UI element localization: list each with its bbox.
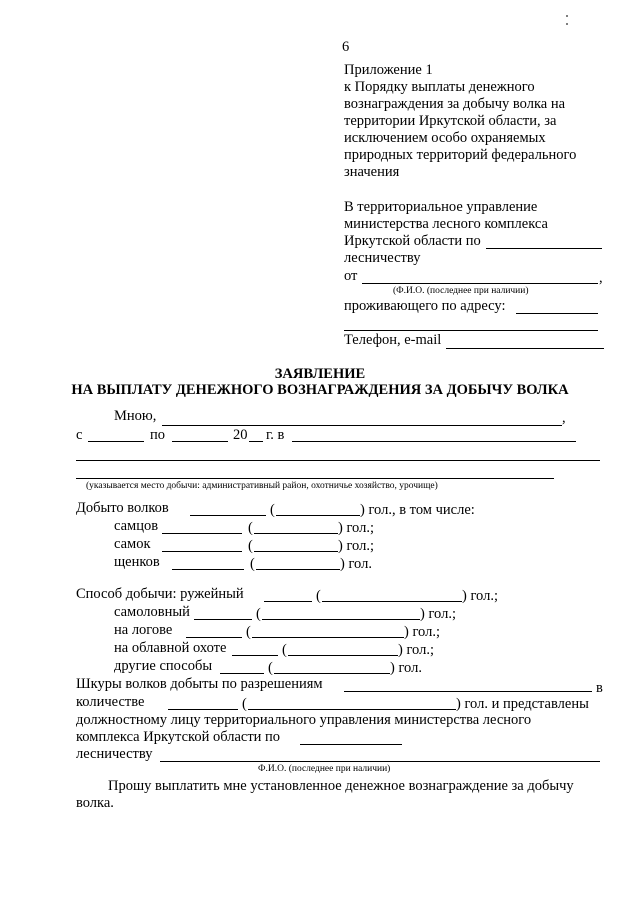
trap-words-field[interactable]: [262, 619, 420, 620]
address-field[interactable]: [516, 313, 598, 314]
year-suffix: г. в: [266, 427, 285, 443]
males-suffix: ) гол.;: [338, 520, 374, 536]
pups-suffix: ) гол.: [340, 556, 372, 572]
skins-line: лесничеству: [76, 746, 153, 762]
from-label: от: [344, 268, 358, 284]
skins-count-field[interactable]: [168, 709, 238, 710]
rifle-words-field[interactable]: [322, 601, 462, 602]
applicant-name-field[interactable]: [362, 283, 598, 284]
appendix-line: Приложение 1: [344, 62, 433, 78]
date-from-label: с: [76, 427, 83, 443]
skins-line: комплекса Иркутской области по: [76, 729, 281, 745]
presented-label: ) гол. и представлены: [456, 696, 589, 712]
den-words-field[interactable]: [252, 637, 404, 638]
method-label: Способ добычи: ружейный: [76, 586, 244, 602]
phone-label: Телефон, e-mail: [344, 332, 442, 348]
by-me-label: Мною,: [114, 408, 157, 424]
addressee-line: лесничеству: [344, 250, 421, 266]
males-count-field[interactable]: [162, 533, 242, 534]
place-field[interactable]: [292, 441, 576, 442]
forestry-name-field[interactable]: [486, 248, 602, 249]
skins-forestry-field[interactable]: [300, 744, 402, 745]
scan-speck: [566, 15, 568, 17]
open-paren: (: [250, 556, 255, 572]
open-paren: (: [256, 606, 261, 622]
fio-hint: (Ф.И.О. (последнее при наличии): [393, 286, 529, 296]
comma: ,: [599, 270, 603, 286]
appendix-line: вознаграждения за добычу волка на: [344, 96, 566, 112]
drive-hunt-words-field[interactable]: [288, 655, 398, 656]
males-words-field[interactable]: [254, 533, 338, 534]
wolves-label: Добыто волков: [76, 500, 169, 516]
other-methods-label: другие способы: [114, 658, 213, 674]
females-label: самок: [114, 536, 151, 552]
other-count-field[interactable]: [220, 673, 264, 674]
wolves-count-field[interactable]: [190, 515, 266, 516]
scan-speck: [566, 23, 568, 25]
open-paren: (: [316, 588, 321, 604]
year-label: 20: [233, 427, 248, 443]
open-paren: (: [268, 660, 273, 676]
rifle-suffix: ) гол.;: [462, 588, 498, 604]
open-paren: (: [270, 502, 275, 518]
date-to-field[interactable]: [172, 441, 228, 442]
in-label: в: [596, 680, 603, 696]
open-paren: (: [248, 520, 253, 536]
hunter-name-field[interactable]: [162, 425, 562, 426]
year-field[interactable]: [249, 441, 263, 442]
drive-hunt-count-field[interactable]: [232, 655, 278, 656]
quantity-label: количестве: [76, 694, 145, 710]
open-paren: (: [282, 642, 287, 658]
rifle-count-field[interactable]: [264, 601, 312, 602]
place-field-3[interactable]: [76, 478, 554, 479]
den-label: на логове: [114, 622, 173, 638]
appendix-line: значения: [344, 164, 400, 180]
females-words-field[interactable]: [254, 551, 338, 552]
addressee-line: министерства лесного комплекса: [344, 216, 548, 232]
place-field-2[interactable]: [76, 460, 600, 461]
open-paren: (: [248, 538, 253, 554]
date-from-field[interactable]: [88, 441, 144, 442]
document-subtitle: НА ВЫПЛАТУ ДЕНЕЖНОГО ВОЗНАГРАЖДЕНИЯ ЗА ДОБЫЧУ ВОЛКА: [71, 382, 569, 398]
addressee-line: Иркутской области по: [344, 233, 481, 249]
appendix-line: исключением особо охраняемых: [344, 130, 546, 146]
wolves-suffix: ) гол., в том числе:: [360, 502, 475, 518]
appendix-line: природных территорий федерального: [344, 147, 577, 163]
official-name-field[interactable]: [160, 761, 600, 762]
request-line: Прошу выплатить мне установленное денежное вознаграждение за добычу: [108, 778, 574, 794]
address-field-2[interactable]: [344, 330, 598, 331]
skins-line: должностному лицу территориального управления министерства лесного: [76, 712, 532, 728]
residing-label: проживающего по адресу:: [344, 298, 506, 314]
place-hint: (указывается место добычи: административный район, охотничье хозяйство, урочище): [86, 481, 438, 491]
open-paren: (: [242, 696, 247, 712]
pups-count-field[interactable]: [172, 569, 244, 570]
males-label: самцов: [114, 518, 159, 534]
phone-email-field[interactable]: [446, 348, 604, 349]
den-count-field[interactable]: [186, 637, 242, 638]
fio-hint: Ф.И.О. (последнее при наличии): [258, 764, 391, 774]
skins-line: Шкуры волков добыты по разрешениям: [76, 676, 323, 692]
trap-label: самоловный: [114, 604, 190, 620]
request-line: волка.: [76, 795, 114, 811]
other-words-field[interactable]: [274, 673, 390, 674]
females-suffix: ) гол.;: [338, 538, 374, 554]
drive-hunt-suffix: ) гол.;: [398, 642, 434, 658]
trap-count-field[interactable]: [194, 619, 252, 620]
other-suffix: ) гол.: [390, 660, 422, 676]
date-to-label: по: [150, 427, 166, 443]
page-number: 6: [342, 39, 350, 55]
females-count-field[interactable]: [162, 551, 242, 552]
document-title: ЗАЯВЛЕНИЕ: [274, 366, 366, 382]
appendix-line: территории Иркутской области, за: [344, 113, 557, 129]
permits-field[interactable]: [344, 691, 592, 692]
addressee-line: В территориальное управление: [344, 199, 538, 215]
drive-hunt-label: на облавной охоте: [114, 640, 227, 656]
comma: ,: [562, 410, 566, 426]
skins-words-field[interactable]: [248, 709, 456, 710]
pups-words-field[interactable]: [256, 569, 340, 570]
open-paren: (: [246, 624, 251, 640]
pups-label: щенков: [114, 554, 160, 570]
appendix-line: к Порядку выплаты денежного: [344, 79, 535, 95]
wolves-count-words-field[interactable]: [276, 515, 360, 516]
den-suffix: ) гол.;: [404, 624, 440, 640]
trap-suffix: ) гол.;: [420, 606, 456, 622]
